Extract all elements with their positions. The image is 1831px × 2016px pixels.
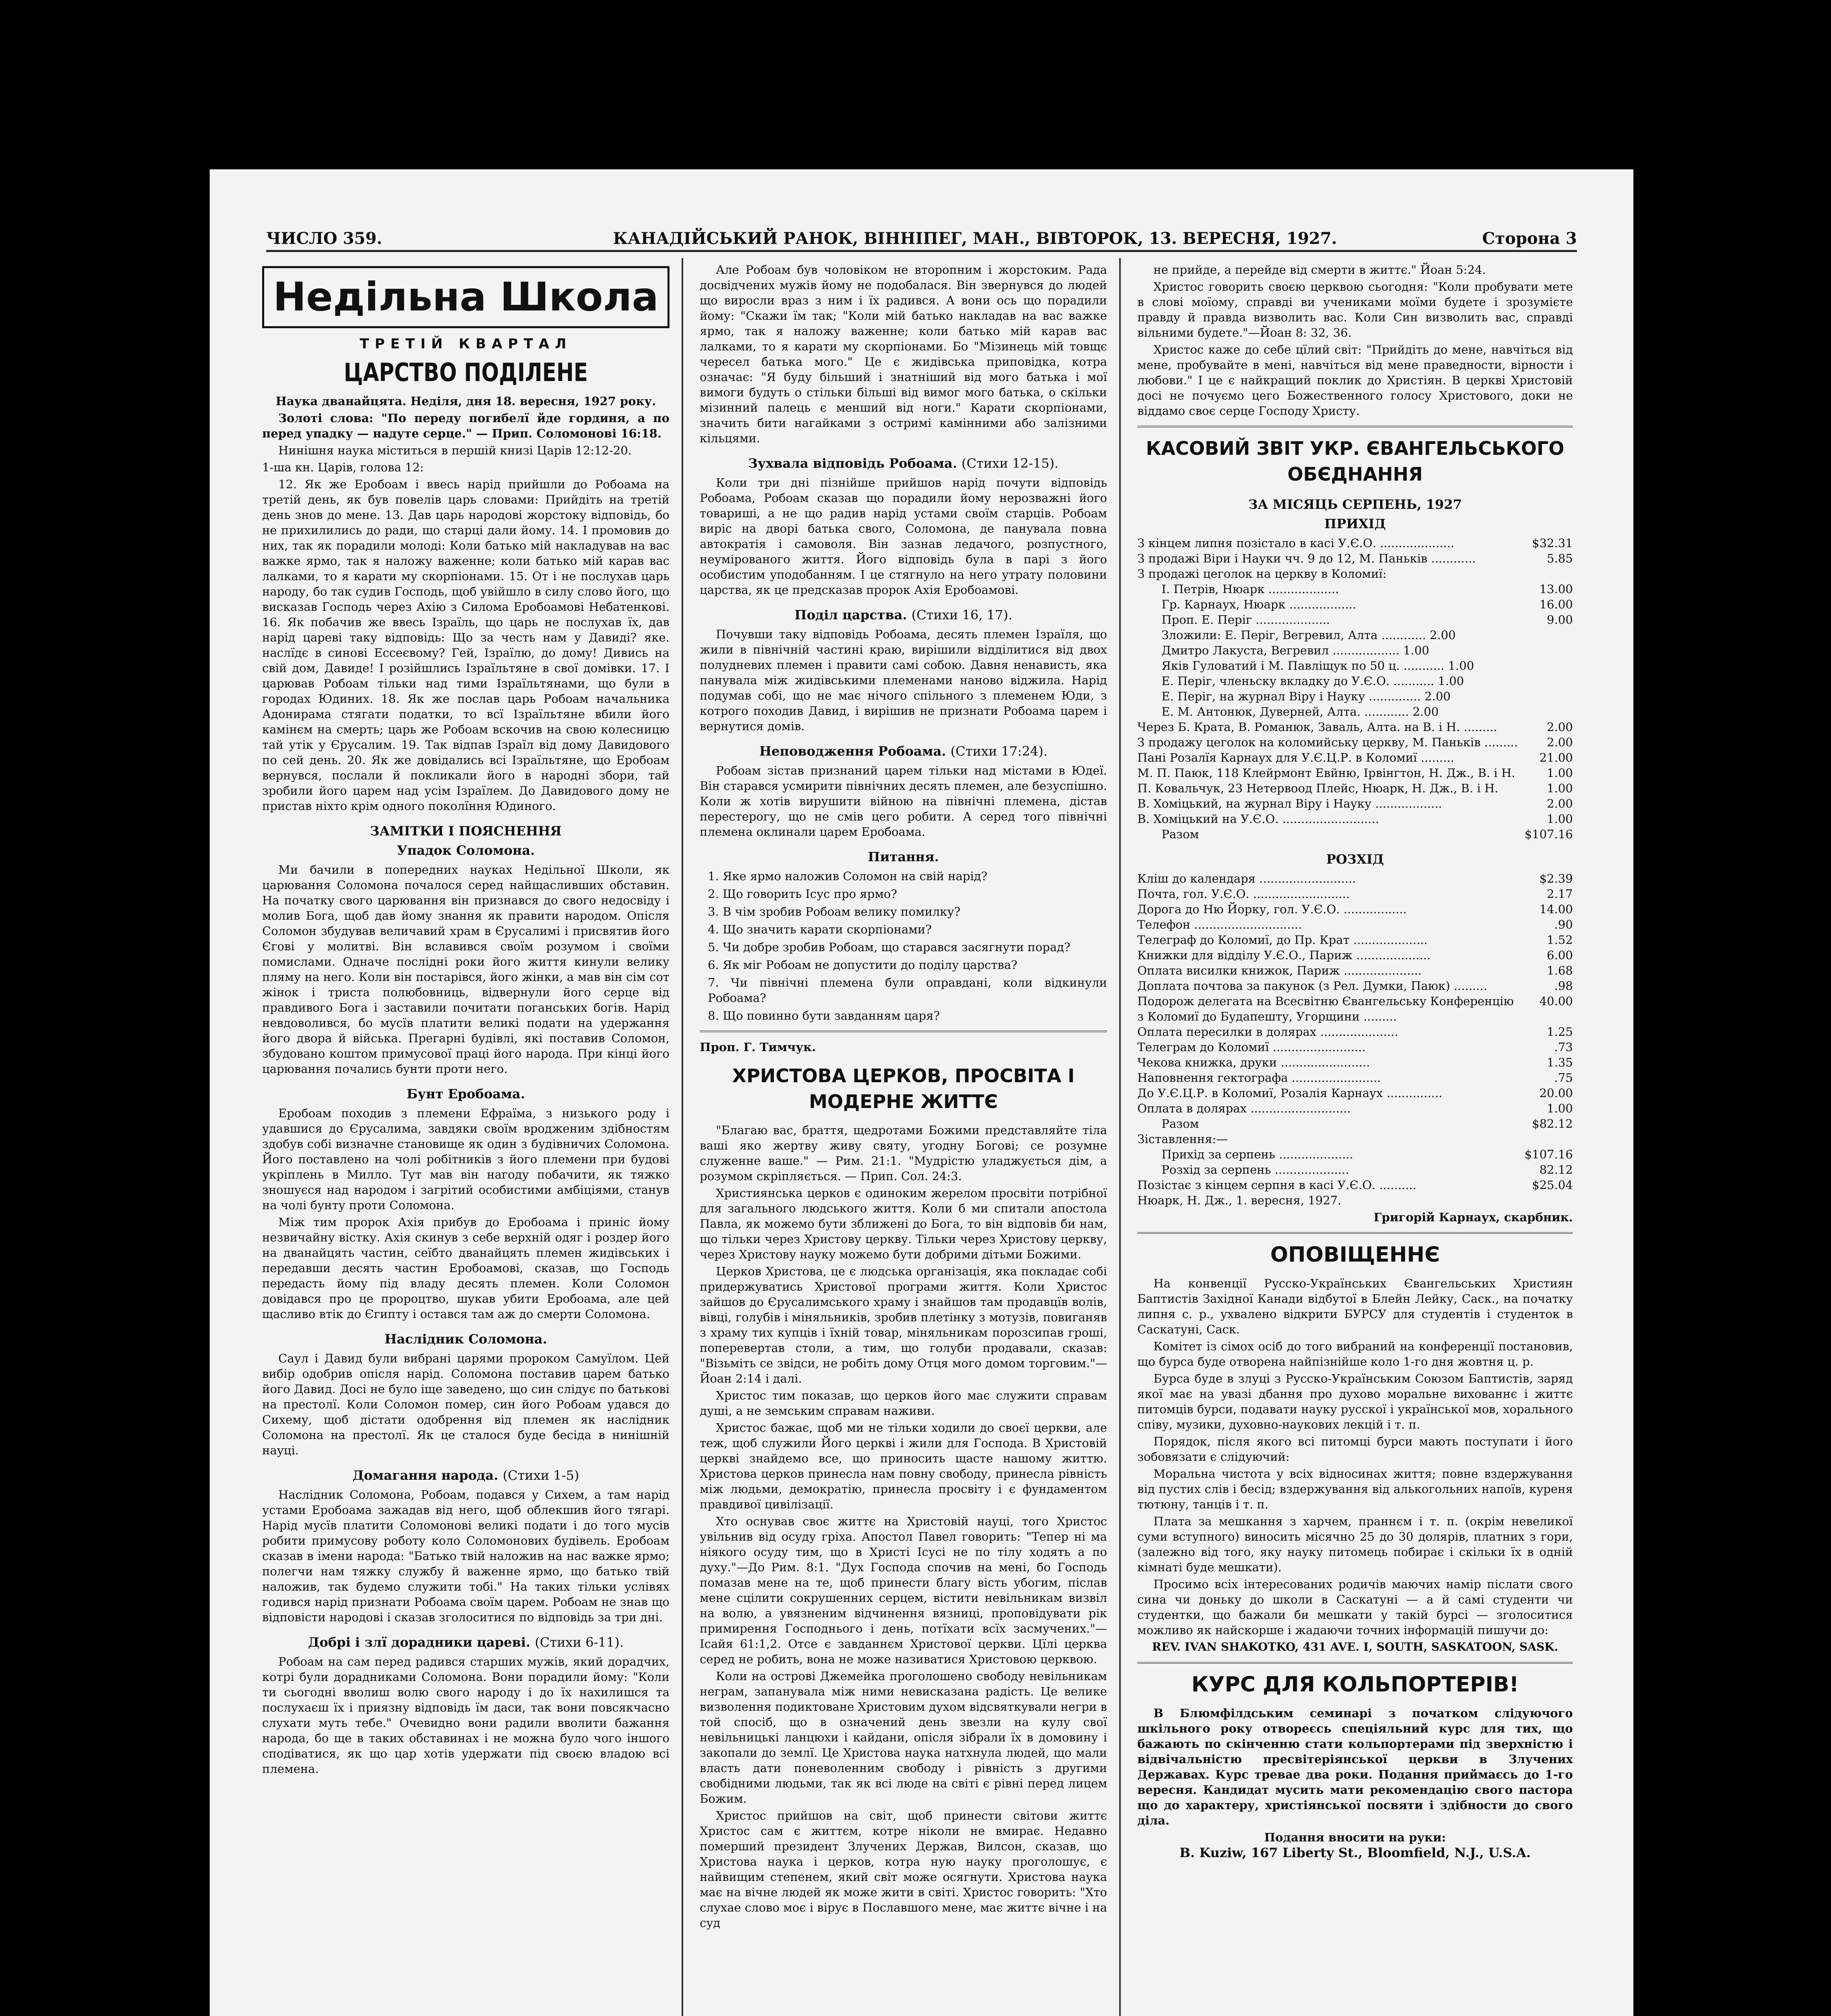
income-row bbox=[1137, 811, 1573, 827]
page-number: Сторона 3 bbox=[1482, 229, 1577, 248]
report-month: ЗА МІСЯЦЬ СЕРПЕНЬ, 1927 bbox=[1248, 497, 1462, 512]
column-sunday-school bbox=[262, 262, 669, 1778]
income-amount: 1.00 bbox=[1547, 781, 1573, 795]
total-amount: $82.12 bbox=[1532, 1117, 1573, 1131]
income-label: З продажі цеголок на церкву в Коломиї: bbox=[1137, 567, 1387, 581]
income-amount: $32.31 bbox=[1532, 536, 1573, 550]
total-label: Разом bbox=[1162, 827, 1199, 841]
income-row bbox=[1137, 704, 1573, 719]
kicker: ТРЕТІЙ КВАРТАЛ bbox=[359, 336, 572, 352]
expense-amount: 40.00 bbox=[1539, 994, 1573, 1008]
paragraph: Еробоам походив з племени Ефраїма, з низького роду і удавшися до Єрусалима, завдяки своїм вродженим здібностям здобув собі визначне становище як один з будівничих Соломона. Його поставлено на чолі робітників з його племени при будові укріплень в Милло. Тут мав він нагоду побачити, як тяжко зношуєся над народом і загрітий особистими амбіціями, станув на чолі бунту проти Соломона. bbox=[262, 1106, 669, 1212]
divider bbox=[1137, 1232, 1573, 1234]
subheading-text: Неповодження Робоама. bbox=[759, 744, 946, 759]
income-label: З продажі Віри і Науки чч. 9 до 12, М. Паньків ............ bbox=[1137, 552, 1476, 565]
newspaper-page bbox=[210, 169, 1633, 2016]
expense-amount: 14.00 bbox=[1539, 902, 1573, 916]
subheading bbox=[700, 456, 1107, 471]
expense-label: Телеграм до Коломиї ......................... bbox=[1137, 1040, 1366, 1054]
section-title: Недільна Школа bbox=[262, 266, 669, 328]
expense-amount: $2.39 bbox=[1539, 872, 1573, 885]
income-amount bbox=[1520, 689, 1573, 704]
paragraph: Коли на острові Джемейка проголошено свободу невільникам неграм, запанувала між ними невисказана радість. Це велике визволення подиктоване Христовим духом відсвяткували негри в той спосіб, що в означений день звезли на кулу свої невільницькі ланцюхи і кайдани, опісля зібрали їх в домовину і закопали до землї. Це Христова наука натхнула людей, що мали власть дати поневоленним свободу і рівність з другими свобідними людьми, так як всі люде на світі є рівні перед лицем Божим. bbox=[700, 1669, 1107, 1806]
paragraph: В Блюмфілдським семинарі з початком слідуючого шкільного року отвореєсь спеціяльний курс для тих, що бажають по скінченню стати кольпортерами під зверхністю і відвічальністю пресвітеріянської церкви в Злучених Державах. Курс тревае два роки. Подання приймаєсь до 1-го вересня. Кандидат мусить мати рекомендацію свого пастора що до характеру, христіянської посвяти і здібности до свого діла. bbox=[1137, 1706, 1573, 1827]
income-amount bbox=[1520, 643, 1573, 658]
expense-label: Телеграф до Коломиї, до Пр. Крат .................... bbox=[1137, 933, 1428, 947]
expense-label: Книжки для відділу У.Є.О., Париж .................... bbox=[1137, 948, 1431, 962]
expense-row bbox=[1137, 1070, 1573, 1085]
income-row bbox=[1137, 750, 1573, 765]
expense-row bbox=[1137, 1101, 1573, 1116]
expense-amount: .98 bbox=[1554, 979, 1573, 993]
byline: Проп. Г. Тимчук. bbox=[700, 1040, 816, 1054]
paragraph: Ми бачили в попередних науках Недільної Школи, як царювання Соломона почалося серед найщасливших обставин. На початку свого царювання він признався до свого недосвіду і молив Бога, щоб дав йому знання як правити народом. Опісля Соломон збудував величавий храм в Єрусалимі і присвятив його Єгові у молитві. Він вславився своїм розумом і своїми помислами. Одначе послідні роки його життя кинули велику пляму на него. Коли він постарівся, його жінки, а мав він сім сот жінок і триста полюбовниць, відвернули його серце від правдивого Бога і заставили почитати поганських богів. Нарід невдоволився, бо мусїв платити великі подати на удержання його двора й війська. Прегарні будівлі, які поставив Соломон, збудовано коштом примусової праці його народа. При кінці його царювання почались бунти проти него. bbox=[262, 863, 669, 1076]
income-label: І. Петрів, Нюарк ................... bbox=[1162, 582, 1339, 596]
subheading bbox=[262, 1635, 669, 1650]
income-label: Дмитро Лакуста, Вегревил .................. 1.00 bbox=[1162, 644, 1429, 657]
paragraph: Порядок, після якого всі питомці бурси мають поступати і його зобовязати є слідуючий: bbox=[1137, 1435, 1573, 1464]
income-amount: 9.00 bbox=[1547, 613, 1573, 627]
paragraph: Робоам на сам перед радився старших мужів, який дорадчих, котрі були дорадниками Соломона. Вони порадили йому: "Коли ти сьогодні вволиш волю свого народу і до їх нахилишся та послухаєш їх і приязну відповідь їм даси, так вони повсякчасно слухати муть тебе." Очевидно вони радили вволити бажання народа, бо ще в таких обставинах і не можна було чого іншого сподіватися, як що цар хотів удержати під своєю владою всі племена. bbox=[262, 1655, 669, 1776]
notice-address: REV. IVAN SHAKOTKO, 431 AVE. I, SOUTH, SASKATOON, SASK. bbox=[1152, 1640, 1558, 1654]
income-row bbox=[1137, 597, 1573, 612]
subheading: ЗАМІТКИ І ПОЯСНЕННЯ bbox=[370, 823, 562, 839]
income-heading: ПРИХІД bbox=[1324, 516, 1386, 531]
expense-row bbox=[1137, 902, 1573, 917]
income-label: З кінцем липня позістало в касі У.Є.О. .................... bbox=[1137, 536, 1454, 550]
total-label: Разом bbox=[1162, 1117, 1199, 1131]
expense-row bbox=[1137, 993, 1573, 1024]
question-list bbox=[700, 868, 1107, 1023]
income-amount: 2.00 bbox=[1547, 735, 1573, 749]
comparison-label: Розхід за серпень .................... bbox=[1162, 1163, 1349, 1177]
total-amount: $107.16 bbox=[1524, 827, 1573, 841]
paragraph: Християнська церков є одиноким жерелом просвіти потрібної для загального людського життя. Коли б ми спитали апостола Павла, як можемо бути зближені до Бога, то він відповів би нам, що тільки через Христову церкву. Тільки через Христову церкву, через Христову науку можемо бути добрими дітьми Божими. bbox=[700, 1186, 1107, 1261]
income-amount bbox=[1520, 673, 1573, 689]
subheading-ref: (Стихи 12-15). bbox=[961, 456, 1059, 471]
income-amount: 16.00 bbox=[1539, 598, 1573, 611]
paragraph: 12. Як же Еробоам і ввесь нарід прийшли до Робоама на третій день, як був повелів царь словами: Прийдіть на третій день знов до мене. 13. Дав царь народові жорстоку відповідь, бо не прихилились до ради, що старці дали йому. 14. І промовив до них, так як порадили молоді: Коли батько мій накладував на вас важке ярмо, так я наложу важенне; коли батько мій карав вас лалками, то я карати му скорпіонами. 15. От і не послухав царь народу, бо так судив Господь, щоб увійшло в силу слово його, що висказав Господь через Ахію з Силома Еробоамові Небатенкові. 16. Як побачив же ввесь Ізраїль, що царь не послухав їх, дав нарід цареві таку відповідь: Що за честь нам у Давиді? яке. наслїдє в синові Ессеєвому? Гей, Ізраїлю, до дому! Дивись на свій дом, Давиде! І розійшлись Ізраїльтяне в свої домівки. 17. І царював Робоам тільки над тими Ізраїльтянами, що були в городах Юдиних. 18. Як же послав царь Робоам начальника Адонирама стягати податки, то всї Ізраїльтяне вбили його камінєм на смерть; царь же Робоам вскочив на свою колесницю тай утік у Єрусалим. 19. Так відпав Ізраїл від дому Давидового по сей день. 20. Як же довідались всі Ізраїльтяне, що Еробоам вернувся, послали й покликали його в народні збори, тай зробили його царем над усім Ізраїлем. До Давидового дому не пристав ніхто крім одного поколїння Юдиного. bbox=[262, 477, 669, 813]
notice-heading: ОПОВІЩЕННЄ bbox=[1270, 1243, 1440, 1267]
paragraph: Моральна чистота у всіх відносинах життя; повне вздержування від пустих слів і бесід; вздержування від алькогольних напоїв, куреня тютюну, танців і т. п. bbox=[1137, 1467, 1573, 1511]
expense-row bbox=[1137, 1024, 1573, 1039]
paragraph: Христос каже до себе цїлий світ: "Прийдіть до мене, навчіться від мене, пробувайте в мені, навчіться від мене праведности, вірности і любови." І це є найкращий поклик до Христіян. В церкві Христовій досі не почуємо цего Божественного голосу Христового, доки не віддамо своє серце Господу Христу. bbox=[1137, 343, 1573, 418]
income-amount: 2.00 bbox=[1547, 720, 1573, 734]
income-row bbox=[1137, 566, 1573, 581]
expense-label: Оплата висилки книжок, Париж ..................... bbox=[1137, 964, 1422, 977]
income-amount: 1.00 bbox=[1547, 812, 1573, 826]
subheading-ref: (Стихи 6-11). bbox=[535, 1635, 624, 1650]
course-instruction: Подання вносити на руки: bbox=[1264, 1831, 1446, 1844]
subheading-text: Домагання народа. bbox=[352, 1468, 498, 1483]
expense-total-row bbox=[1137, 1116, 1573, 1131]
divider bbox=[1137, 1662, 1573, 1664]
paragraph: Христос тим показав, що церков його має служити справам душі, а не земським справам наживи. bbox=[700, 1389, 1107, 1418]
paragraph: Просимо всіх інтересованих родичів маючих намір післати свого сина чи доньку до школи в Саскатуні — а й самі студенти чи студентки, що бажали би мешкати у такій бурсі — зголоситися можливо як найскорше і жадаючи точних інформацій пишучи до: bbox=[1137, 1577, 1573, 1637]
article-heading: ЦАРСТВО ПОДІЛЕНЕ bbox=[344, 358, 588, 387]
subheading: Питання. bbox=[868, 849, 939, 864]
subheading: Наслідник Соломона. bbox=[384, 1331, 547, 1347]
paragraph: Церков Христова, це є людська організація, яка покладає собі придержуватись Христової програми життя. Коли Христос зайшов до Єрусалимського храму і знайшов там продавцїв волів, вівці, голубів і міняльників, зробив плетінку з мотузів, повиганяв з храму тих купців і їхній товар, міняльникам порозсипав гроші, поперевертав столи, а тим, що голуби продавали, сказав: "Візьміть се звідси, не робіть дому Отця мого домом торговим."—Йоан 2:14 і далі. bbox=[700, 1264, 1107, 1385]
paragraph: Хто оснував своє життє на Христовій науці, того Христос увільнив від осуду гріха. Апостол Павел говорить: "Тепер ні ма ніякого осуду тим, що в Христі Ісусі не по тілу ходять а по духу."—До Рим. 8:1. "Дух Господа спочив на мені, бо Господь помазав мене на те, щоб принести благу вість убогим, післав мене сцілити сокрушенних серцем, вістити невільникам визвіл на волю, а увязненим відчинення вязниці, проповідувати рік примирення Господнього і день, потїхати всїх засмучених."—Ісайя 61:1,2. Отсе є завданнєм Христової церкви. Цїлі церква серед не робить, вона не може називатися Христовою церквою. bbox=[700, 1514, 1107, 1666]
expense-amount: 1.00 bbox=[1547, 1102, 1573, 1115]
course-heading: КУРС ДЛЯ КОЛЬПОРТЕРІВ! bbox=[1191, 1672, 1519, 1697]
comparison-amount: $107.16 bbox=[1524, 1148, 1573, 1161]
question: 8. Що повинно бути завданням царя? bbox=[708, 1009, 940, 1023]
report-heading: КАСОВИЙ ЗВІТ УКР. ЄВАНГЕЛЬСЬКОГО ОБЄДНАННЯ bbox=[1146, 437, 1564, 485]
expense-amount: .75 bbox=[1554, 1071, 1573, 1085]
expense-row bbox=[1137, 978, 1573, 993]
paragraph: Христос прийшов на світ, щоб принести світови життє Христос сам є життєм, котре ніколи не вмирає. Недавно померший президент Злучених Держав, Вилсон, сказав, що Христова наука і церков, котра ную науку проголошує, є найвищим степенем, який світ може осягнути. Христова наука має на вічне людей як може жити в світі. Христос говорить: "Хто слухае слово моє і вірує в Пославшого мене, має життє вічне і на суд bbox=[700, 1809, 1107, 1930]
balance-row bbox=[1137, 1177, 1573, 1193]
expense-amount: 1.25 bbox=[1547, 1025, 1573, 1039]
income-table bbox=[1137, 535, 1573, 827]
income-label: П. Ковальчук, 23 Нетервоод Плейс, Нюарк, Н. Дж., В. і Н. bbox=[1137, 781, 1499, 795]
expense-row bbox=[1137, 963, 1573, 978]
income-label: Через Б. Крата, В. Романюк, Заваль, Алта. на В. і Н. ......... bbox=[1137, 720, 1497, 734]
subheading: Упадок Соломона. bbox=[396, 843, 535, 858]
subheading-text: Добрі і злї дорадники цареві. bbox=[308, 1635, 531, 1650]
expense-row bbox=[1137, 1085, 1573, 1101]
expense-heading: РОЗХІД bbox=[1326, 852, 1384, 867]
expense-label: Оплата пересилки в долярах ..................... bbox=[1137, 1025, 1398, 1039]
income-row bbox=[1137, 719, 1573, 735]
expense-label: Телефон ............................. bbox=[1137, 918, 1302, 931]
paragraph: Саул і Давид були вибрані царями пророком Самуїлом. Цей вибір одобрив опісля нарід. Соломона поставив царем батько його Давид. Досі не було іще заведено, що син слідує по батькові на престолї. Коли Соломон помер, син його Робоам удався до Сихему, щоб дістати одобрення від племен як наслідник Соломона на престолї. Як це сталося буде бесіда в нинішній науці. bbox=[262, 1352, 669, 1457]
masthead-line: КАНАДІЙСЬКИЙ РАНОК, ВІННІПЕГ, МАН., ВІВТОРОК, 13. ВЕРЕСНЯ, 1927. bbox=[613, 229, 1337, 248]
comparison-label: Зіставлення:— bbox=[1137, 1132, 1228, 1146]
income-amount: 5.85 bbox=[1547, 552, 1573, 565]
subheading: Бунт Еробоама. bbox=[407, 1086, 525, 1102]
report-place: Нюарк, Н. Дж., 1. вересня, 1927. bbox=[1137, 1193, 1342, 1207]
question: 1. Яке ярмо наложив Соломон на свій нарід? bbox=[708, 869, 988, 883]
expense-row bbox=[1137, 1055, 1573, 1070]
expense-table bbox=[1137, 871, 1573, 1116]
expense-amount: 6.00 bbox=[1547, 948, 1573, 962]
income-label: Е. Періг, на журнал Віру і Науку .............. 2.00 bbox=[1162, 689, 1451, 703]
paragraph: 1-ша кн. Царів, голова 12: bbox=[262, 460, 424, 474]
income-label: Гр. Карнаух, Нюарк .................. bbox=[1162, 598, 1356, 611]
expense-label: Оплата в долярах ........................... bbox=[1137, 1102, 1351, 1115]
lesson-line: Наука дванайцята. Неділя, дня 18. вересня, 1927 року. bbox=[275, 394, 656, 408]
question: 2. Що говорить Ісус про ярмо? bbox=[708, 887, 897, 901]
question: 6. Як міг Робоам не допустити до поділу царства? bbox=[708, 958, 1018, 972]
paragraph: не прийде, а перейде від смерти в життє." Йоан 5:24. bbox=[1153, 263, 1486, 277]
expense-row bbox=[1137, 871, 1573, 886]
subheading-ref: (Стихи 17:24). bbox=[950, 744, 1048, 759]
subheading bbox=[700, 744, 1107, 759]
golden-words: Золоті слова: "По переду погибелї йде гординя, а по перед упадку — надуте серце." — Прип. Соломонові 16:18. bbox=[262, 411, 669, 440]
expense-label: До У.Є.Ц.Р. в Коломиї, Розалія Карнаух ............... bbox=[1137, 1086, 1443, 1100]
income-label: М. П. Паюк, 118 Клейрмонт Евйню, Ірвінгтон, Н. Дж., В. і Н. bbox=[1137, 766, 1515, 780]
income-row bbox=[1137, 765, 1573, 781]
income-total-row bbox=[1137, 827, 1573, 842]
expense-amount: 1.68 bbox=[1547, 964, 1573, 977]
income-row bbox=[1137, 612, 1573, 627]
column-rule bbox=[1119, 258, 1121, 2016]
expense-row bbox=[1137, 1039, 1573, 1055]
paragraph: Плата за мешкання з харчем, праннєм і т. п. (окрім невеликої суми вступного) виносить місячно 25 до 30 долярів, платних з гори, (залежно від того, яку науку питомець побирає і скільки їх в одній кімнаті буде мешкати). bbox=[1137, 1514, 1573, 1574]
expense-amount: .73 bbox=[1554, 1040, 1573, 1054]
divider bbox=[1137, 426, 1573, 427]
income-amount: 2.00 bbox=[1547, 797, 1573, 810]
expense-label: Почта, гол. У.Є.О. .......................... bbox=[1137, 887, 1350, 901]
paragraph: Наслідник Соломона, Робоам, подався у Сихем, а там нарід устами Еробоама зажадав від него, щоб облекшив його тягарі. Нарід мусїв платити Соломонові великі подати і до того мусів робити примусову роботу коло Соломонових будівель. Еробоам сказав в імени народа: "Батько твій наложив на нас важке ярмо; полегчи нам тяжку службу й важенне ярмо, що батько твій наложив, так будемо служити тобі." На таких тільки услівях годився нарід признати Робоама своїм царем. Робоам не знав що відповісти народові і сказав зголоситися по відповідь за три дні. bbox=[262, 1488, 669, 1624]
expense-label: Доплата почтова за пакунок (з Рел. Думки, Паюк) ......... bbox=[1137, 979, 1487, 993]
subheading-text: Поділ царства. bbox=[794, 607, 907, 623]
expense-label: Кліш до календаря .......................... bbox=[1137, 872, 1356, 885]
question: 4. Що значить карати скорпіонами? bbox=[708, 923, 932, 936]
comparison-heading bbox=[1137, 1131, 1573, 1147]
income-amount bbox=[1520, 704, 1573, 719]
subheading-ref: (Стихи 1-5) bbox=[503, 1468, 580, 1483]
income-label: Яків Гуловатий і М. Павліщук по 50 ц. ........... 1.00 bbox=[1162, 659, 1474, 673]
income-label: Проп. Е. Періг .................... bbox=[1162, 613, 1330, 627]
course-address: B. Kuziw, 167 Liberty St., Bloomfield, N.J., U.S.A. bbox=[1179, 1845, 1531, 1860]
income-row bbox=[1137, 627, 1573, 643]
subheading bbox=[262, 1468, 669, 1483]
expense-amount: 1.35 bbox=[1547, 1056, 1573, 1069]
income-row bbox=[1137, 658, 1573, 673]
paragraph: Коли три дні пізнійше прийшов нарід почути відповідь Робоама, Робоам сказав що порадили йому нерозважні його товариші, а не що радив нарід устами своїм старців. Робоам виріс на дворі батька свого, Соломона, де панувала повна автократія і самоволя. Він зазнав ледачого, розпустного, неумірованого життя. Його відповідь була в парі з його особистим уподобанням. І це стягнуло на него утрату половини царства, як це предсказав пророк Ахія Еробоамові. bbox=[700, 476, 1107, 597]
report-signature: Григорій Карнаух, скарбник. bbox=[1373, 1210, 1573, 1224]
epigraph: "Благаю вас, браття, щедротами Божими представляйте тіла ваші яко жертву живу святу, угодну Богові; се розумне служенне ваше." — Рим. 21:1. "Мудрістю уладжується дім, а розумом скріпляється. — Прип. Сол. 24:3. bbox=[700, 1123, 1107, 1183]
paragraph: На конвенції Русско-Українських Євангельських Християн Баптистів Західної Канади відбутої в Блейн Лейку, Саск., на початку липня с. р., ухвалено відкрити БУРСУ для студентів і студенток в Саскатуні, Саск. bbox=[1137, 1277, 1573, 1336]
income-amount bbox=[1520, 566, 1573, 581]
paragraph: Робоам зістав признаний царем тільки над містами в Юдеї. Він старався усмирити північних десять племен, але безуспішно. Коли ж хотів вирушити війною на північні племена, дістав перестерогу, що не смів цего робити. А серед того північні племена оклинали царем Еробоама. bbox=[700, 764, 1107, 839]
income-label: Зложили: Е. Періг, Вегревил, Алта ............ 2.00 bbox=[1162, 628, 1456, 642]
balance-amount: $25.04 bbox=[1532, 1178, 1573, 1192]
income-label: Пані Розалїя Карнаух для У.Є.Ц.Р. в Коломиї ......... bbox=[1137, 751, 1454, 764]
expense-amount: .90 bbox=[1554, 918, 1573, 931]
column-articles bbox=[700, 262, 1107, 1932]
subheading-ref: (Стихи 16, 17). bbox=[911, 607, 1013, 623]
expense-amount: 1.52 bbox=[1547, 933, 1573, 947]
expense-row bbox=[1137, 886, 1573, 902]
income-label: Е. Періг, членьску вкладку до У.Є.О. ........... 1.00 bbox=[1162, 674, 1464, 688]
comparison-row bbox=[1137, 1147, 1573, 1162]
expense-label: Дорога до Ню Йорку, гол. У.Є.О. ................. bbox=[1137, 902, 1407, 916]
question: 7. Чи північні племена були оправдані, коли відкинули Робоама? bbox=[708, 976, 1107, 1005]
income-amount: 13.00 bbox=[1539, 582, 1573, 596]
paragraph: Нинішня наука міститься в першій книзі Царів 12:12-20. bbox=[278, 444, 632, 457]
income-label: В. Хоміцький, на журнал Віру і Науку .................. bbox=[1137, 797, 1442, 810]
income-row bbox=[1137, 535, 1573, 551]
income-amount: 21.00 bbox=[1539, 751, 1573, 764]
subheading-text: Зухвала відповідь Робоама. bbox=[748, 456, 957, 471]
income-row bbox=[1137, 551, 1573, 566]
question: 5. Чи добре зробив Робоам, що старався засягнути порад? bbox=[708, 940, 1070, 954]
paragraph: Христос бажає, щоб ми не тільки ходили до своєї церкви, але теж, щоб служили Його церкві і жили для Господа. В Христовій церкві знайдемо все, що приносить щасте нашому життю. Христова церков принесла нам повну свободу, принесла рівність між людьми, демократію, принесла просвіту і є фундаментом правдивої цивілізації. bbox=[700, 1421, 1107, 1511]
income-amount bbox=[1520, 627, 1573, 643]
comparison-label: Прихід за серпень .................... bbox=[1162, 1148, 1353, 1161]
paragraph: Бурса буде в злуці з Русско-Українським Союзом Баптистів, заряд якої має на увазі дбання про духово моральне вихованнє і життє питомців бурси, подавати науку русскої і української мов, хорального співу, музики, духовно-наукових лекцій і т. п. bbox=[1137, 1372, 1573, 1431]
column-rule bbox=[682, 258, 683, 2016]
income-row bbox=[1137, 581, 1573, 597]
income-amount bbox=[1520, 658, 1573, 673]
comparison-row bbox=[1137, 1162, 1573, 1177]
expense-row bbox=[1137, 948, 1573, 963]
expense-amount: 20.00 bbox=[1539, 1086, 1573, 1100]
income-row bbox=[1137, 796, 1573, 811]
expense-label: Подорож делегата на Всесвітню Євангельську Конференцію з Коломиї до Будапешту, Угорщини ......... bbox=[1137, 994, 1514, 1023]
issue-number: ЧИСЛО 359. bbox=[266, 229, 382, 248]
question: 3. В чім зробив Робоам велику помилку? bbox=[708, 905, 961, 918]
page-header bbox=[266, 226, 1577, 252]
paragraph: Але Робоам був чоловіком не второпним і жорстоким. Рада досвідчених мужів йому не подобалася. Він звернувся до людей що виросли враз з ним і їх радився. А вони ось що порадили йому: "Скажи їм так; "Коли мій батько накладав на вас важке ярмо, так я наложу важенне; коли батько мій карав вас лалками, то я карати му скорпіонами. Бо "Мізинець мій товщє чересел батька мого." Це є жидівська приповідка, котра означає: "Я буду більший і знатніший від мого батька і мої вимоги будуть о стільки більші від вимог мого батька, о скільки мізинний палець є менший від ноги." Карати скорпіонами, значить бити нагайками з остримі камінними або залізними кільцями. bbox=[700, 263, 1107, 445]
expense-label: Наповнення гектографа ........................ bbox=[1137, 1071, 1381, 1085]
income-label: З продажу цеголок на коломийську церкву, М. Паньків ......... bbox=[1137, 735, 1518, 749]
paragraph: Почувши таку відповідь Робоама, десять племен Ізраїля, що жили в північній частині краю, вирішили відділитися від двох полудневих племен і правити самі собою. Давня ненависть, яка панувала між жидівськими племенами наново віджила. Нарід подумав собі, що не має нічого спільного з племенем Юди, з котрого походив Давид, і вирішив не признати Робоама царем і вернутися домів. bbox=[700, 627, 1107, 733]
divider bbox=[700, 1031, 1107, 1032]
expense-row bbox=[1137, 917, 1573, 932]
income-label: В. Хоміцький на У.Є.О. .......................... bbox=[1137, 812, 1379, 826]
income-amount: 1.00 bbox=[1547, 766, 1573, 780]
income-row bbox=[1137, 673, 1573, 689]
income-row bbox=[1137, 781, 1573, 796]
income-label: Е. М. Антонюк, Дуверней, Алта. ............ 2.00 bbox=[1162, 705, 1439, 719]
paragraph: Між тим пророк Ахія прибув до Еробоама і приніс йому незвичайну вістку. Ахія скинув з себе верхній одяг і роздер його на дванайцять частин, сеїбто дванайцять племен жидівських і передавши десять частин Еробоамові, сказав, що Господь передасть йому під владу десять племен. Коли Соломон довідався про це пророцтво, шукав убити Еробоама, але цей щасливо втік до Єгипту і остався там аж до смерти Соломона. bbox=[262, 1215, 669, 1321]
expense-label: Чекова книжка, друки ........................ bbox=[1137, 1056, 1370, 1069]
income-row bbox=[1137, 689, 1573, 704]
balance-label: Позістає з кінцем серпня в касі У.Є.О. .......... bbox=[1137, 1178, 1417, 1192]
subheading bbox=[700, 607, 1107, 623]
article-heading: ХРИСТОВА ЦЕРКОВ, ПРОСВІТА І МОДЕРНЕ ЖИТТЄ bbox=[732, 1065, 1075, 1112]
income-row bbox=[1137, 735, 1573, 750]
expense-amount: 2.17 bbox=[1547, 887, 1573, 901]
paragraph: Комітет із сімох осіб до того вибраний на конференції постановив, що бурса буде отворена найпізнійше коло 1-го дня жовтня ц. р. bbox=[1137, 1339, 1573, 1368]
column-reports bbox=[1137, 262, 1573, 1860]
paragraph: Христос говорить своєю церквою сьогодня: "Коли пробувати мете в слові моїому, справді ви учениками моїми будете і зрозумієте правду й правда визволить вас. Коли Син визволить вас, справді вільними будете."—Йоан 8: 32, 36. bbox=[1137, 280, 1573, 339]
expense-row bbox=[1137, 932, 1573, 948]
income-row bbox=[1137, 643, 1573, 658]
comparison-amount: 82.12 bbox=[1539, 1163, 1573, 1177]
